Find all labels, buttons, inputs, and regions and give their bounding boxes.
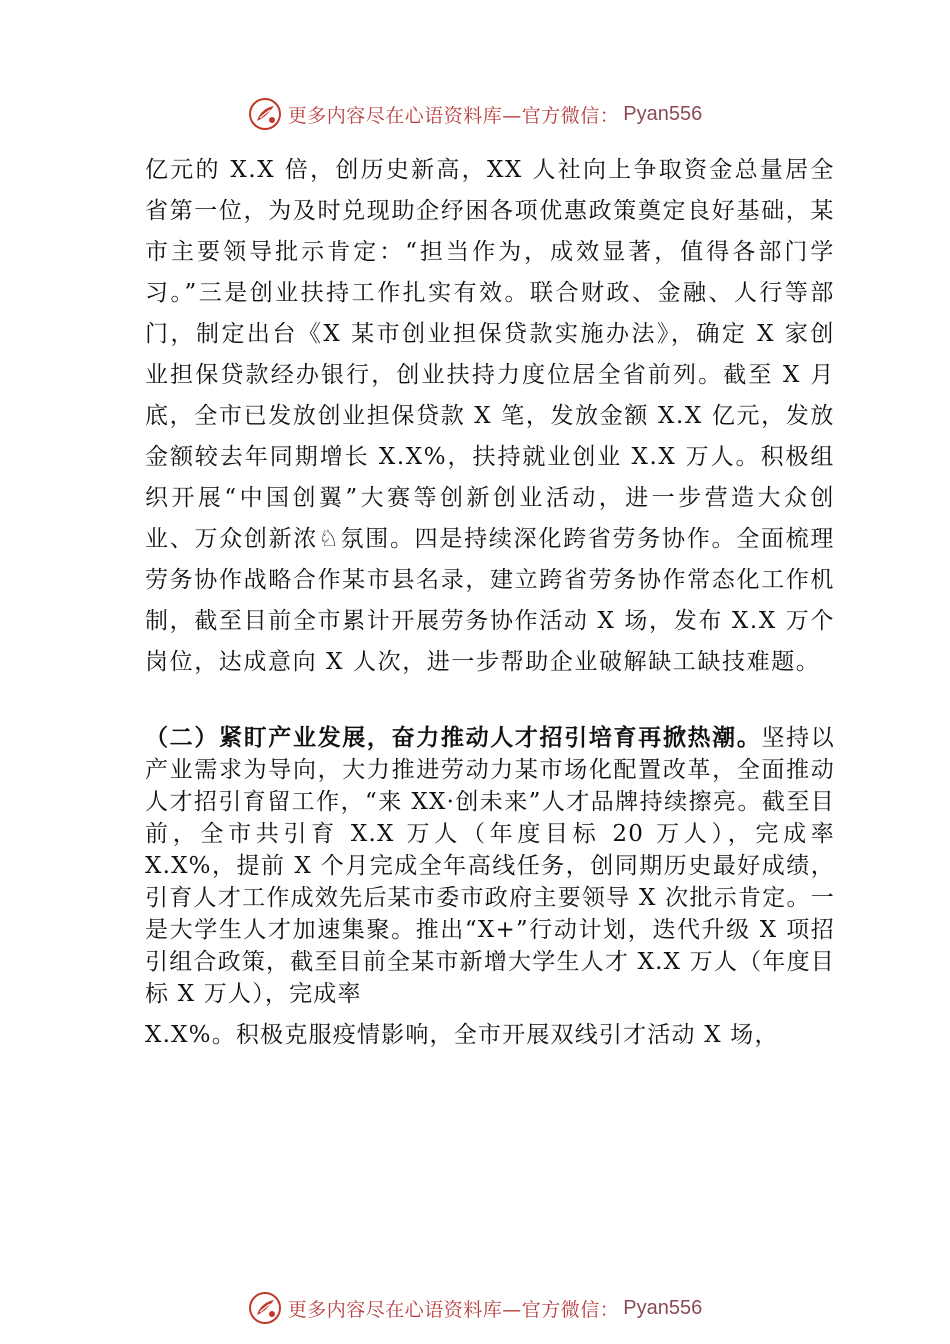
footer-banner: [0, 1288, 950, 1328]
body-paragraph-3: X.X%。积极克服疫情影响，全市开展双线引才活动 X 场，: [145, 1022, 779, 1048]
header-wechat-id: Pyan556: [623, 102, 703, 125]
body-paragraph-2: [145, 722, 835, 1010]
header-site-text: 更多内容尽在心语资料库—官方微信：: [287, 104, 620, 127]
section-heading: （二）紧盯产业发展，奋力推动人才招引培育再掀热潮。: [145, 724, 762, 751]
red-flower-logo-icon: [248, 1291, 282, 1325]
footer-site-text: 更多内容尽在心语资料库—官方微信：: [287, 1298, 620, 1321]
footer-wechat-id: Pyan556: [623, 1296, 703, 1319]
section-text: 坚持以产业需求为导向，大力推进劳动力某市场化配置改革，全面推动人才招引育留工作，“来 XX·创未来”人才品牌持续擦亮。截至目前，全市共引育 X.X 万人（年度目标 20 万人），完成率 X.X%，提前 X 个月完成全年高线任务，创同期历史最好成绩，引育人才工作成效先后某市委市政府主要领导 X 次批示肯定。一是大学生人才加速集聚。推出“X+”行动计划，迭代升级 X 项招引组合政策，截至目前全某市新增大学生人才 X.X 万人（年度目标 X 万人），完成率: [145, 725, 836, 1007]
header-banner: [0, 94, 950, 134]
red-flower-logo-icon: [248, 97, 282, 131]
body-paragraph-1: 亿元的 X.X 倍，创历史新高，XX 人社向上争取资金总量居全省第一位，为及时兑现助企纾困各项优惠政策奠定良好基础，某市主要领导批示肯定：“担当作为，成效显著，值得各部门学习。”三是创业扶持工作扎实有效。联合财政、金融、人行等部门，制定出台《X 某市创业担保贷款实施办法》，确定 X 家创业担保贷款经办银行，创业扶持力度位居全省前列。截至 X 月底，全市已发放创业担保贷款 X 笔，发放金额 X.X 亿元，发放金额较去年同期增长 X.X%，扶持就业创业 X.X 万人。积极组织开展“中国创翼”大赛等创新创业活动，进一步营造大众创业、万众创新浓♘氛围。四是持续深化跨省劳务协作。全面梳理劳务协作战略合作某市县名录，建立跨省劳务协作常态化工作机制，截至目前全市累计开展劳务协作活动 X 场，发布 X.X 万个岗位，达成意向 X 人次，进一步帮助企业破解缺工缺技难题。: [145, 157, 835, 675]
